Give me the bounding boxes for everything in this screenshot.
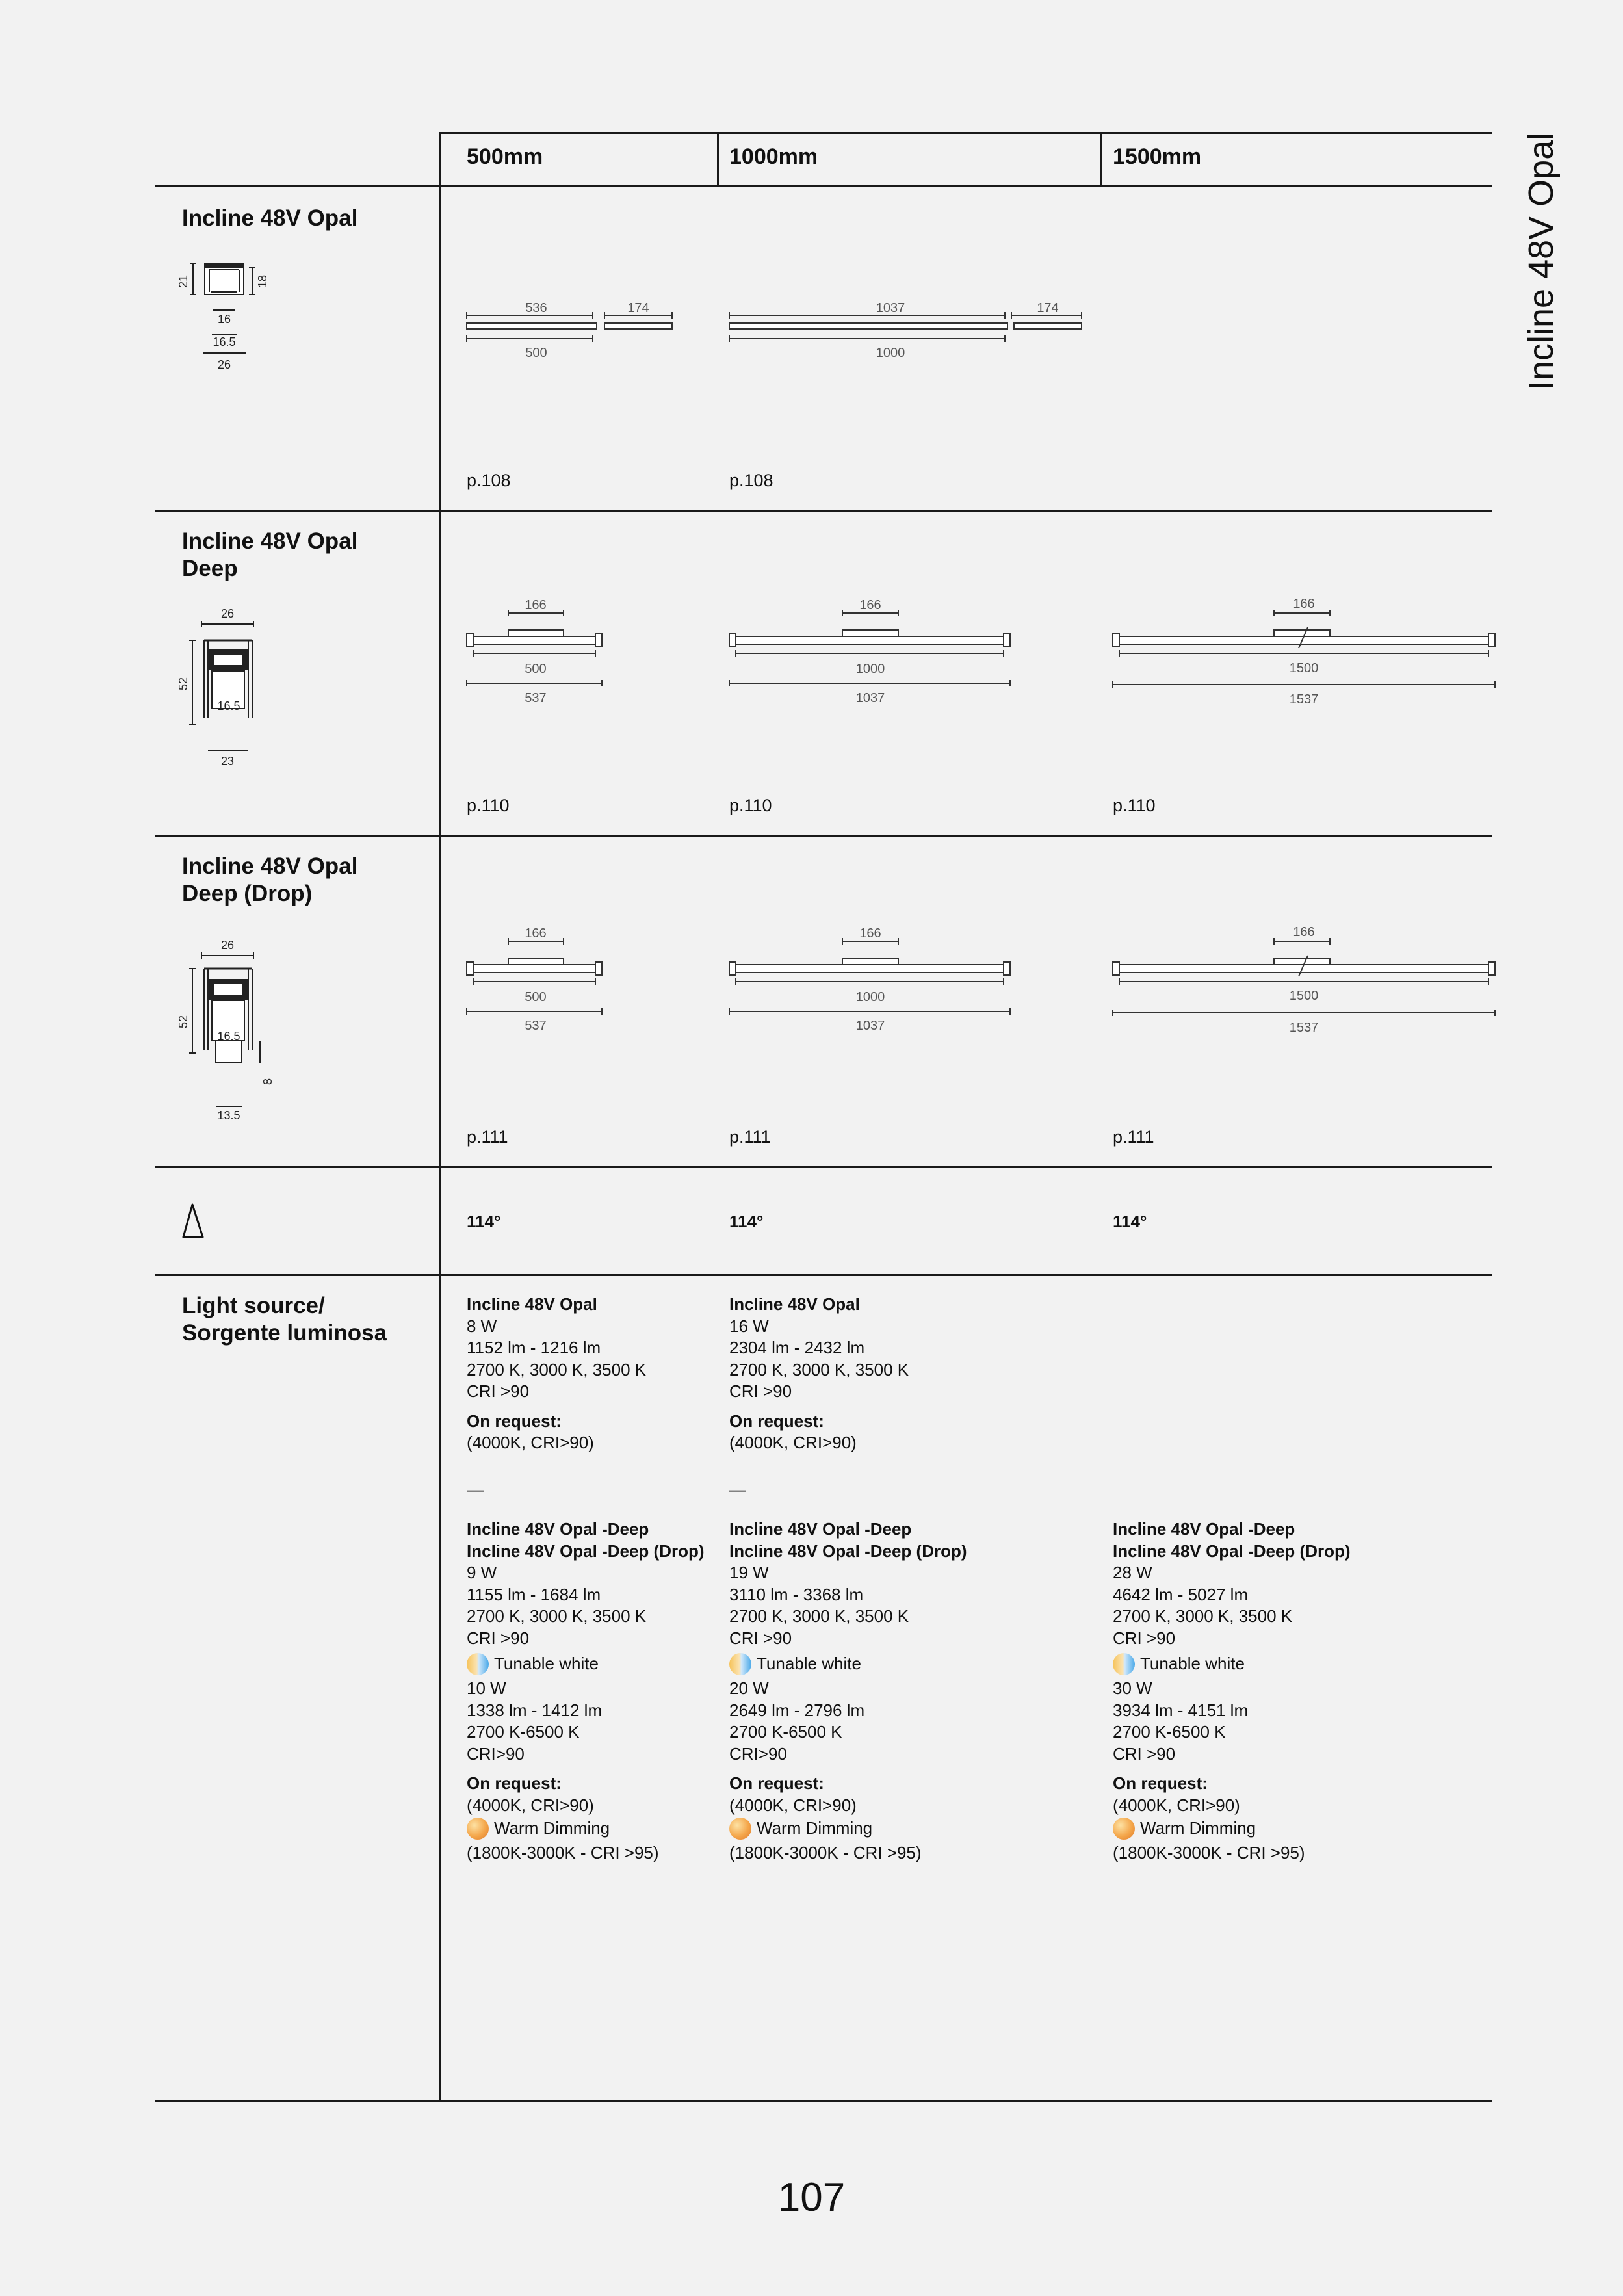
label-column-divider [439, 132, 441, 2102]
tunable-white-label: Tunable white [1140, 1654, 1245, 1674]
page-ref: p.110 [467, 796, 510, 815]
dim-label: 18 [256, 274, 269, 289]
warm-dimming-icon [729, 1818, 751, 1840]
beam-angle-value: 114° [467, 1212, 501, 1231]
dim-label: 1000 [855, 990, 885, 1004]
dim-label: 166 [859, 598, 881, 612]
dim-label: 1037 [855, 691, 885, 705]
cri: CRI >90 [729, 1628, 792, 1648]
dim-label: 174 [627, 301, 649, 315]
cct: 2700 K, 3000 K, 3500 K [1113, 1606, 1293, 1626]
row-title-opal-deep [182, 528, 357, 582]
flux: 1152 lm - 1216 lm [467, 1338, 601, 1357]
column-header-1500: 1500mm [1113, 144, 1202, 169]
page-ref: p.111 [467, 1127, 508, 1147]
dim-label: 52 [177, 677, 190, 691]
row-divider [155, 1274, 1492, 1276]
tunable-white-label: Tunable white [757, 1654, 861, 1674]
dim-label: 1500 [1289, 989, 1319, 1003]
dim-label: 16.5 [217, 699, 240, 712]
tunable-white-badge [729, 1653, 1009, 1675]
dim-label: 1037 [855, 1019, 885, 1033]
dim-label: 166 [525, 926, 547, 941]
warm-dimming-icon [1113, 1818, 1135, 1840]
warm-dimming-value: (1800K-3000K - CRI >95) [1113, 1843, 1305, 1862]
dim-label: 166 [1293, 925, 1315, 939]
product-name: Incline 48V Opal -Deep [467, 1519, 649, 1539]
length-drawing-deep-1500 [1110, 595, 1500, 712]
dim-label: 166 [859, 926, 881, 941]
row-title-line: Deep [182, 556, 238, 581]
cct: 2700 K-6500 K [1113, 1722, 1226, 1742]
power: 9 W [467, 1563, 497, 1582]
header-bottom-rule [155, 185, 1492, 187]
dim-label: 500 [525, 990, 547, 1004]
beam-angle-icon [181, 1203, 207, 1240]
product-name: Incline 48V Opal [729, 1294, 860, 1314]
page-ref: p.111 [729, 1127, 771, 1147]
cri: CRI>90 [467, 1743, 525, 1764]
on-request-label: On request: [729, 1411, 824, 1431]
cri: CRI >90 [1113, 1743, 1176, 1764]
row-title-light-source [182, 1292, 387, 1347]
light-source-spec-500 [467, 1294, 746, 1864]
warm-dimming-icon [467, 1818, 489, 1840]
cct: 2700 K, 3000 K, 3500 K [729, 1606, 909, 1626]
row-title-line: Sorgente luminosa [182, 1320, 387, 1346]
separator-dash: — [729, 1479, 746, 1499]
dim-label: 16.5 [217, 1030, 240, 1043]
row-title-line: Deep (Drop) [182, 881, 313, 906]
cri: CRI >90 [1113, 1628, 1176, 1648]
column-header-500: 500mm [467, 144, 543, 169]
dim-label: 21 [177, 274, 190, 289]
profile-drawing-opal-deep-drop [175, 936, 286, 1125]
tunable-white-badge [1113, 1653, 1392, 1675]
row-title-opal-deep-drop [182, 853, 357, 907]
power: 19 W [729, 1563, 769, 1582]
row-divider [155, 835, 1492, 837]
warm-dimming-value: (1800K-3000K - CRI >95) [467, 1843, 659, 1862]
cri: CRI >90 [467, 1381, 530, 1401]
cct: 2700 K-6500 K [467, 1722, 580, 1742]
profile-drawing-opal-deep [175, 605, 286, 774]
dim-label: 537 [525, 691, 547, 705]
length-drawing-deep-drop-1500 [1110, 923, 1500, 1040]
dim-label: 537 [525, 1019, 547, 1033]
tunable-white-icon [1113, 1653, 1135, 1675]
column-divider [717, 132, 719, 186]
on-request-value: (4000K, CRI>90) [467, 1433, 594, 1452]
product-name: Incline 48V Opal [467, 1294, 597, 1314]
product-name: Incline 48V Opal -Deep (Drop) [1113, 1541, 1351, 1561]
dim-label: 500 [525, 662, 547, 676]
warm-dimming-label: Warm Dimming [757, 1818, 873, 1838]
beam-angle-value: 114° [729, 1212, 764, 1231]
tunable-white-label: Tunable white [494, 1654, 599, 1674]
row-title-line: Incline 48V Opal [182, 205, 358, 231]
dim-label: 1537 [1289, 692, 1319, 707]
flux: 2649 lm - 2796 lm [729, 1700, 865, 1720]
page-ref: p.108 [467, 471, 511, 490]
dim-label: 16 [217, 313, 231, 326]
dim-label: 1000 [876, 346, 905, 360]
cct: 2700 K-6500 K [729, 1722, 842, 1742]
dim-label: 52 [177, 1015, 190, 1029]
tunable-white-icon [467, 1653, 489, 1675]
beam-angle-value: 114° [1113, 1212, 1147, 1231]
cri: CRI >90 [467, 1628, 530, 1648]
page-ref: p.110 [729, 796, 772, 815]
power: 10 W [467, 1678, 506, 1698]
flux: 3110 lm - 3368 lm [729, 1584, 864, 1604]
row-title-line: Light source/ [182, 1293, 325, 1318]
dim-label: 16.5 [213, 335, 236, 348]
dim-label: 1537 [1289, 1021, 1319, 1035]
power: 30 W [1113, 1678, 1152, 1698]
on-request-label: On request: [467, 1773, 562, 1793]
on-request-value: (4000K, CRI>90) [729, 1433, 857, 1452]
row-title-line: Incline 48V Opal [182, 854, 358, 879]
warm-dimming-label: Warm Dimming [1140, 1818, 1256, 1838]
on-request-label: On request: [729, 1773, 824, 1793]
length-drawing-deep-drop-1000 [727, 923, 1019, 1040]
dim-label: 166 [1293, 597, 1315, 611]
flux: 1338 lm - 1412 lm [467, 1700, 603, 1720]
power: 20 W [729, 1678, 769, 1698]
product-name: Incline 48V Opal -Deep [729, 1519, 912, 1539]
dim-label: 23 [220, 755, 235, 768]
dim-label: 1000 [855, 662, 885, 676]
length-drawing-deep-500 [463, 595, 612, 712]
column-header-1000: 1000mm [729, 144, 818, 169]
dim-label: 174 [1037, 301, 1059, 315]
dim-label: 536 [525, 301, 547, 315]
flux: 1155 lm - 1684 lm [467, 1584, 601, 1604]
dim-label: 1037 [876, 301, 905, 315]
dim-label: 26 [217, 358, 231, 371]
warm-dimming-badge [729, 1818, 1009, 1840]
row-title-line: Incline 48V Opal [182, 528, 358, 554]
length-drawing-deep-drop-500 [463, 923, 612, 1040]
dim-label: 500 [525, 346, 547, 360]
warm-dimming-badge [467, 1818, 746, 1840]
warm-dimming-label: Warm Dimming [494, 1818, 610, 1838]
on-request-value: (4000K, CRI>90) [1113, 1795, 1240, 1815]
on-request-value: (4000K, CRI>90) [467, 1795, 594, 1815]
flux: 4642 lm - 5027 lm [1113, 1584, 1249, 1604]
cct: 2700 K, 3000 K, 3500 K [729, 1359, 909, 1379]
column-divider [1100, 132, 1102, 186]
product-name: Incline 48V Opal -Deep [1113, 1519, 1295, 1539]
length-drawing-opal-500 [463, 296, 684, 367]
profile-drawing-opal [175, 250, 286, 380]
table-top-rule [439, 132, 1492, 134]
tunable-white-badge [467, 1653, 746, 1675]
power: 28 W [1113, 1563, 1152, 1582]
light-source-spec-1500 [1113, 1519, 1392, 1864]
warm-dimming-value: (1800K-3000K - CRI >95) [729, 1843, 922, 1862]
product-name: Incline 48V Opal -Deep (Drop) [467, 1541, 705, 1561]
flux: 2304 lm - 2432 lm [729, 1338, 865, 1357]
warm-dimming-badge [1113, 1818, 1392, 1840]
on-request-value: (4000K, CRI>90) [729, 1795, 857, 1815]
row-title-opal [182, 205, 357, 232]
page-ref: p.108 [729, 471, 773, 490]
power: 8 W [467, 1316, 497, 1336]
light-source-spec-1000 [729, 1294, 1009, 1864]
row-divider [155, 510, 1492, 512]
row-divider [155, 1166, 1492, 1168]
cct: 2700 K, 3000 K, 3500 K [467, 1359, 647, 1379]
length-drawing-deep-1000 [727, 595, 1019, 712]
tunable-white-icon [729, 1653, 751, 1675]
power: 16 W [729, 1316, 769, 1336]
on-request-label: On request: [467, 1411, 562, 1431]
cri: CRI>90 [729, 1743, 787, 1764]
product-name: Incline 48V Opal -Deep (Drop) [729, 1541, 967, 1561]
table-bottom-rule [155, 2100, 1492, 2102]
dim-label: 26 [220, 939, 235, 952]
cct: 2700 K, 3000 K, 3500 K [467, 1606, 647, 1626]
page-number: 107 [777, 2175, 846, 2220]
cri: CRI >90 [729, 1381, 792, 1401]
dim-label: 13.5 [217, 1109, 240, 1122]
dim-label: 1500 [1289, 661, 1319, 675]
flux: 3934 lm - 4151 lm [1113, 1700, 1249, 1720]
dim-label: 166 [525, 598, 547, 612]
on-request-label: On request: [1113, 1773, 1208, 1793]
dim-label: 26 [220, 607, 235, 620]
dim-label: 8 [261, 1078, 274, 1086]
page-ref: p.110 [1113, 796, 1156, 815]
length-drawing-opal-1000 [727, 296, 1091, 367]
page-ref: p.111 [1113, 1127, 1154, 1147]
side-title: Incline 48V Opal [1522, 132, 1561, 390]
separator-dash: — [467, 1479, 484, 1499]
